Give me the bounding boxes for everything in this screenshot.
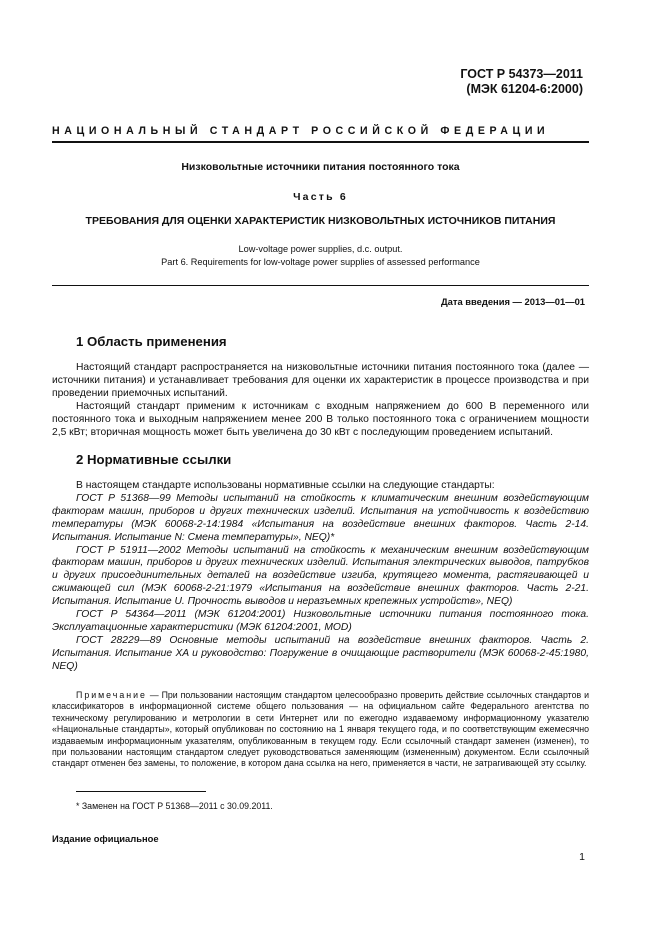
requirements-title: ТРЕБОВАНИЯ ДЛЯ ОЦЕНКИ ХАРАКТЕРИСТИК НИЗКОВОЛЬТНЫХ ИСТОЧНИКОВ ПИТАНИЯ (85, 215, 556, 227)
section-1-body (52, 362, 589, 439)
reference-item: ГОСТ Р 51911—2002 Методы испытаний на стойкость к механическим внешним воздействующим факторам машин, приборов и других технических изделий. Испытания электрических выводов, патрубков и других присоединительных деталей на воздействие изгиба, крутящего момента, растягивающей и сжимающей сил (МЭК 60068-2-21:1979 «Испытания на воздействие внешних факторов. Часть 2-21. Испытания. Испытание U. Прочность выводов и неразъемных крепежных устройств», NEQ) (52, 544, 589, 608)
section-1-heading: 1 Область применения (76, 334, 227, 349)
english-title (52, 243, 589, 269)
note-label: Примечание (76, 690, 147, 700)
section-2-body (52, 480, 589, 674)
note-text: — При пользовании настоящим стандартом целесообразно проверить действие ссылочных стандартов и классификаторов в информационной системе общего пользования — на официальном сайте Федерального агентства по техническому регулированию и метрологии в сети Интернет или по ежегодно издаваемому информационному указателю «Национальные стандарты», который опубликован по состоянию на 1 января текущего года, и по соответствующим ежемесячно издаваемым информационным указателям, опубликованным в текущем году. Если ссылочный стандарт заменен (изменен), то при пользовании настоящим стандартом следует руководствоваться заменяющим (измененным) документом. Если ссылочный стандарт отменен без замены, то положение, в котором дана ссылка на него, применяется в части, не затрагивающей эту ссылку. (52, 690, 589, 769)
effective-date: Дата введения — 2013—01—01 (440, 296, 585, 307)
footnote-rule (76, 791, 206, 792)
english-title-line2: Part 6. Requirements for low-voltage power supplies of assessed performance (161, 257, 480, 267)
page-number: 1 (579, 851, 585, 863)
standard-code-line1: ГОСТ Р 54373—2011 (460, 67, 583, 81)
header-rule (52, 141, 589, 143)
standard-code-line2: (МЭК 61204-6:2000) (466, 82, 583, 96)
footnote: * Заменен на ГОСТ Р 51368—2011 с 30.09.2011. (76, 801, 273, 811)
english-title-line1: Low-voltage power supplies, d.c. output. (238, 244, 403, 254)
reference-item: ГОСТ 28229—89 Основные методы испытаний на воздействие внешних факторов. Часть 2. Испытания. Испытание XA и руководство: Погружение в очищающие растворители (МЭК 60068-2-45:1980, NEQ) (52, 634, 589, 672)
section-1-paragraph-1: Настоящий стандарт распространяется на низковольтные источники питания постоянного тока (далее — источники питания) и устанавливает требования для оценки их характеристик в процессе производства и при проведении приемочных испытаний. (52, 362, 589, 399)
section-2-heading: 2 Нормативные ссылки (76, 452, 232, 467)
section-1-paragraph-2: Настоящий стандарт применим к источникам с входным напряжением до 600 В переменного или постоянного тока и выходным напряжением менее 200 В только постоянного тока с ограничением мощности 2,5 кВт; вторичная мощность может быть увеличена до 30 кВт с последующим проведением испытаний. (52, 400, 589, 438)
note-block (52, 690, 589, 770)
part-number: Часть 6 (293, 191, 348, 203)
document-title: Низковольтные источники питания постоянного тока (181, 161, 460, 173)
national-standard-banner: НАЦИОНАЛЬНЫЙ СТАНДАРТ РОССИЙСКОЙ ФЕДЕРАЦИИ (52, 125, 550, 137)
standard-code (460, 67, 583, 97)
date-rule (52, 285, 589, 286)
section-2-intro: В настоящем стандарте использованы нормативные ссылки на следующие стандарты: (76, 480, 495, 491)
official-edition-label: Издание официальное (52, 833, 159, 844)
reference-item: ГОСТ Р 51368—99 Методы испытаний на стойкость к климатическим внешним воздействующим факторам машин, приборов и других технических изделий. Испытания на устойчивость к воздействию температуры (МЭК 60068-2-14:1984 «Испытания на воздействие внешних факторов. Часть 2-14. Испытания. Испытание N: Смена температуры», NEQ)* (52, 492, 589, 543)
reference-item: ГОСТ Р 54364—2011 (МЭК 61204:2001) Низковольтные источники питания постоянного тока. Эксплуатационные характеристики (МЭК 61204:2001, MOD) (52, 609, 589, 633)
